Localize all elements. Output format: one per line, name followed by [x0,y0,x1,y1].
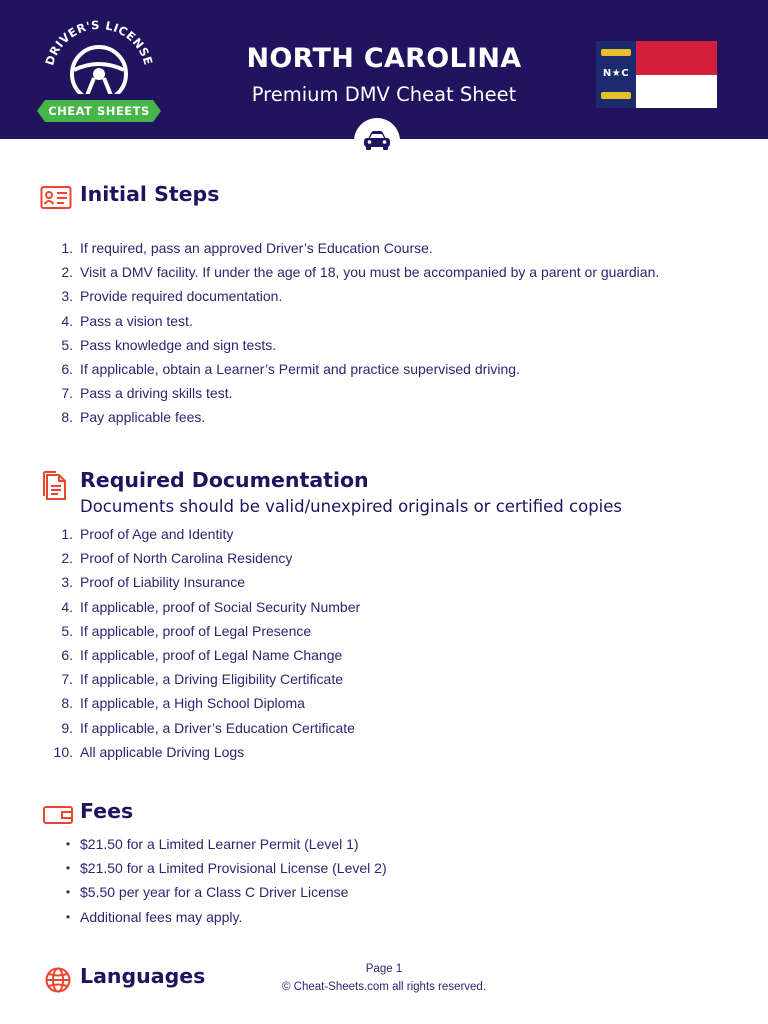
list-item-marker: • [65,909,71,924]
id-card-icon [40,184,72,212]
list-item-marker: 2. [61,264,73,281]
documentation-heading: Required Documentation [80,468,369,492]
list-item-marker: 8. [61,695,73,712]
logo-badge: CHEAT SHEETS [45,100,153,122]
list-item-text: If applicable, a Driving Eligibility Certificate [80,671,343,688]
flag-red-stripe [636,41,717,75]
fees-list [0,832,768,929]
list-item-marker: • [65,885,71,900]
list-item [0,546,768,570]
list-item-marker: 2. [61,550,73,567]
page-title: NORTH CAROLINA [246,43,522,74]
car-icon [362,130,392,152]
list-item-text: If required, pass an approved Driver’s Education Course. [80,240,433,256]
flag-bottom-ribbon [601,92,631,99]
list-item [0,381,768,405]
globe-icon [44,966,72,994]
list-item [0,691,768,715]
list-item-text: If applicable, proof of Legal Name Change [80,646,343,663]
list-item [0,643,768,667]
list-item [0,405,768,429]
list-item [0,740,768,764]
list-item-text: If applicable, obtain a Learner’s Permit and practice supervised driving. [80,360,520,377]
list-item [0,667,768,691]
wallet-icon [42,801,74,829]
list-item-text: Provide required documentation. [80,288,283,305]
list-item-marker: 6. [61,646,73,663]
list-item-text: Proof of North Carolina Residency [80,550,293,567]
document-icon [40,470,72,502]
flag-blue-field [596,41,636,108]
documentation-list [0,522,768,764]
fees-heading: Fees [80,799,134,823]
svg-text:DRIVER'S LICENSE [42,18,155,67]
flag-white-stripe [636,75,717,108]
list-item-text: Pay applicable fees. [80,409,206,426]
list-item-text: If applicable, proof of Social Security Number [80,598,361,615]
list-item-text: Pass knowledge and sign tests. [80,336,277,353]
list-item-text: If applicable, a High School Diploma [80,695,305,712]
list-item [0,595,768,619]
languages-heading: Languages [80,964,206,988]
list-item [0,716,768,740]
list-item-marker: 10. [53,743,73,760]
list-item-text: Proof of Liability Insurance [80,574,245,591]
list-item-marker: 3. [61,288,73,305]
list-item-marker: 4. [61,312,73,329]
copyright-notice: © Cheat-Sheets.com all rights reserved. [281,981,487,993]
list-item-marker: 5. [61,336,73,353]
car-tab [354,118,400,162]
list-item-marker: 7. [61,671,73,688]
list-item-marker: 5. [61,622,73,639]
list-item-text: All applicable Driving Logs [80,743,245,760]
list-item [0,905,768,929]
list-item-marker: 3. [61,574,73,591]
list-item-marker: • [65,837,71,851]
list-item [0,856,768,880]
list-item-marker: 1. [61,240,73,256]
flag-letters: N★C [602,68,630,79]
list-item-text: $21.50 for a Limited Provisional License (Level 2) [80,860,387,877]
list-item-text: Visit a DMV facility. If under the age of 18, you must be accompanied by a parent or guardian. [80,264,660,281]
list-item-marker: 7. [61,385,73,402]
page-subtitle: Premium DMV Cheat Sheet [251,83,517,106]
flag-top-ribbon [601,49,631,56]
list-item [0,333,768,357]
list-item-marker: 8. [61,409,73,426]
list-item [0,832,768,856]
list-item-text: Pass a vision test. [80,312,193,329]
north-carolina-flag [596,41,717,108]
list-item [0,357,768,381]
list-item [0,284,768,308]
logo-arc-text: DRIVER'S LICENSE [42,17,156,68]
list-item [0,260,768,284]
list-item-marker: 1. [61,526,73,542]
page-number: Page 1 [365,963,403,975]
list-item-text: If applicable, proof of Legal Presence [80,622,312,639]
list-item [0,570,768,594]
initial-steps-list [0,236,768,430]
initial-steps-heading: Initial Steps [80,182,220,206]
list-item-text: $21.50 for a Limited Learner Permit (Level 1) [80,836,359,852]
list-item-text: Pass a driving skills test. [80,385,233,402]
list-item [0,880,768,904]
list-item [0,619,768,643]
steering-wheel-logo-icon [40,14,158,94]
list-item-marker: 9. [61,719,73,736]
drivers-license-cheat-sheets-logo[interactable] [40,14,158,118]
documentation-subtitle: Documents should be valid/unexpired originals or certified copies [80,497,623,516]
list-item-text: Additional fees may apply. [80,908,243,925]
list-item [0,522,768,546]
list-item-marker: • [65,861,71,876]
list-item-text: Proof of Age and Identity [80,526,234,542]
list-item [0,309,768,333]
list-item-marker: 4. [61,598,73,615]
list-item [0,236,768,260]
list-item-text: If applicable, a Driver’s Education Certificate [80,719,355,736]
list-item-marker: 6. [61,360,73,377]
list-item-text: $5.50 per year for a Class C Driver License [80,884,349,901]
